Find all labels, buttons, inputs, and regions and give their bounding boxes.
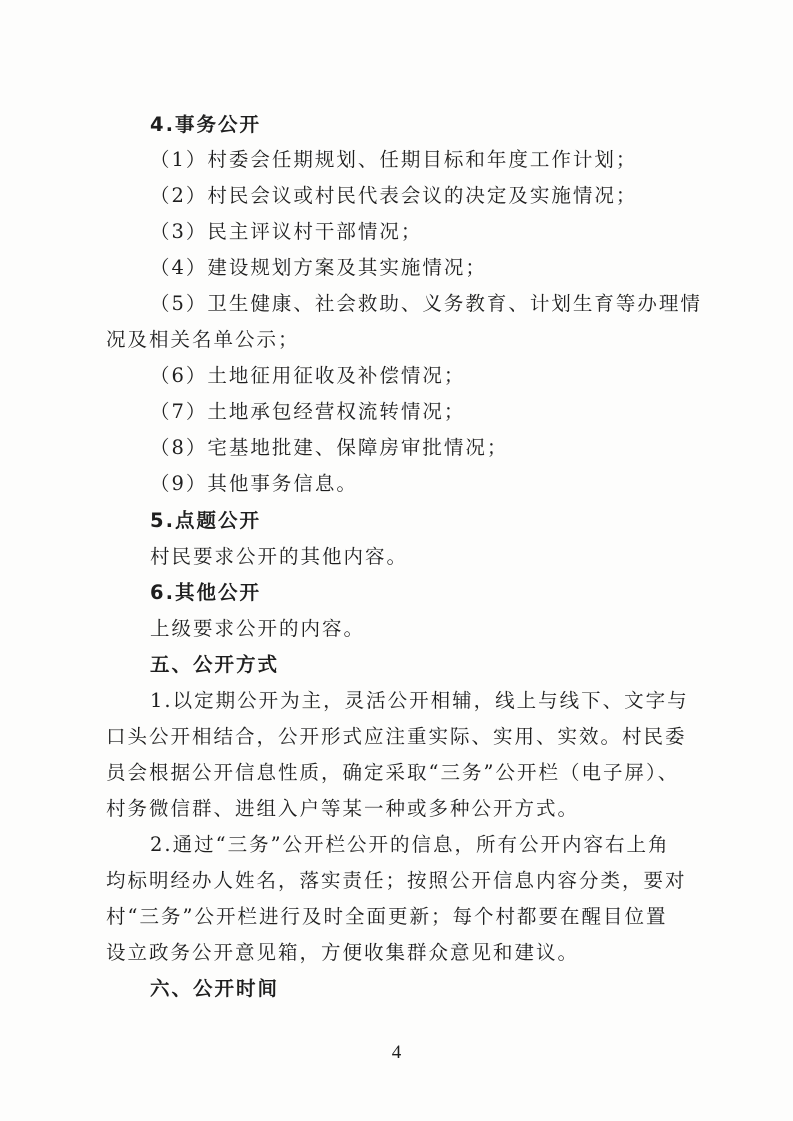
list-item-2: （2）村民会议或村民代表会议的决定及实施情况； bbox=[150, 184, 638, 207]
list-item-3: （3）民主评议村干部情况； bbox=[150, 220, 423, 243]
list-item-1: （1）村委会任期规划、任期目标和年度工作计划； bbox=[150, 148, 638, 171]
paragraph-methods-2-line-2: 均标明经办人姓名，落实责任；按照公开信息内容分类，要对 bbox=[106, 869, 687, 892]
list-item-4: （4）建设规划方案及其实施情况； bbox=[150, 256, 487, 279]
paragraph-other-disclosure: 上级要求公开的内容。 bbox=[150, 617, 366, 640]
section-heading-disclosure-time: 六、公开时间 bbox=[150, 977, 280, 1000]
paragraph-methods-1-line-4: 村务微信群、进组入户等某一种或多种公开方式。 bbox=[106, 797, 580, 820]
list-item-5-continued: 况及相关名单公示； bbox=[106, 328, 300, 351]
paragraph-methods-2-line-3: 村“三务”公开栏进行及时全面更新；每个村都要在醒目位置 bbox=[106, 905, 668, 928]
paragraph-methods-2-line-4: 设立政务公开意见箱，方便收集群众意见和建议。 bbox=[106, 941, 580, 964]
section-heading-other-disclosure: 6.其他公开 bbox=[150, 581, 261, 604]
paragraph-methods-1-line-1: 1.以定期公开为主，灵活公开相辅，线上与线下、文字与 bbox=[150, 689, 689, 712]
paragraph-methods-1-line-2: 口头公开相结合，公开形式应注重实际、实用、实效。村民委 bbox=[106, 725, 687, 748]
section-heading-disclosure-methods: 五、公开方式 bbox=[150, 653, 280, 676]
paragraph-methods-2-line-1: 2.通过“三务”公开栏公开的信息，所有公开内容右上角 bbox=[150, 833, 670, 856]
list-item-9: （9）其他事务信息。 bbox=[150, 472, 358, 495]
list-item-6: （6）土地征用征收及补偿情况； bbox=[150, 364, 466, 387]
list-item-7: （7）土地承包经营权流转情况； bbox=[150, 400, 466, 423]
page-number: 4 bbox=[391, 1042, 402, 1063]
paragraph-methods-1-line-3: 员会根据公开信息性质，确定采取“三务”公开栏（电子屏）、 bbox=[106, 761, 680, 784]
section-heading-affairs-disclosure: 4.事务公开 bbox=[150, 113, 261, 136]
paragraph-requested-disclosure: 村民要求公开的其他内容。 bbox=[150, 545, 409, 568]
list-item-8: （8）宅基地批建、保障房审批情况； bbox=[150, 436, 509, 459]
list-item-5: （5）卫生健康、社会救助、义务教育、计划生育等办理情 bbox=[150, 292, 702, 315]
section-heading-requested-disclosure: 5.点题公开 bbox=[150, 509, 261, 532]
